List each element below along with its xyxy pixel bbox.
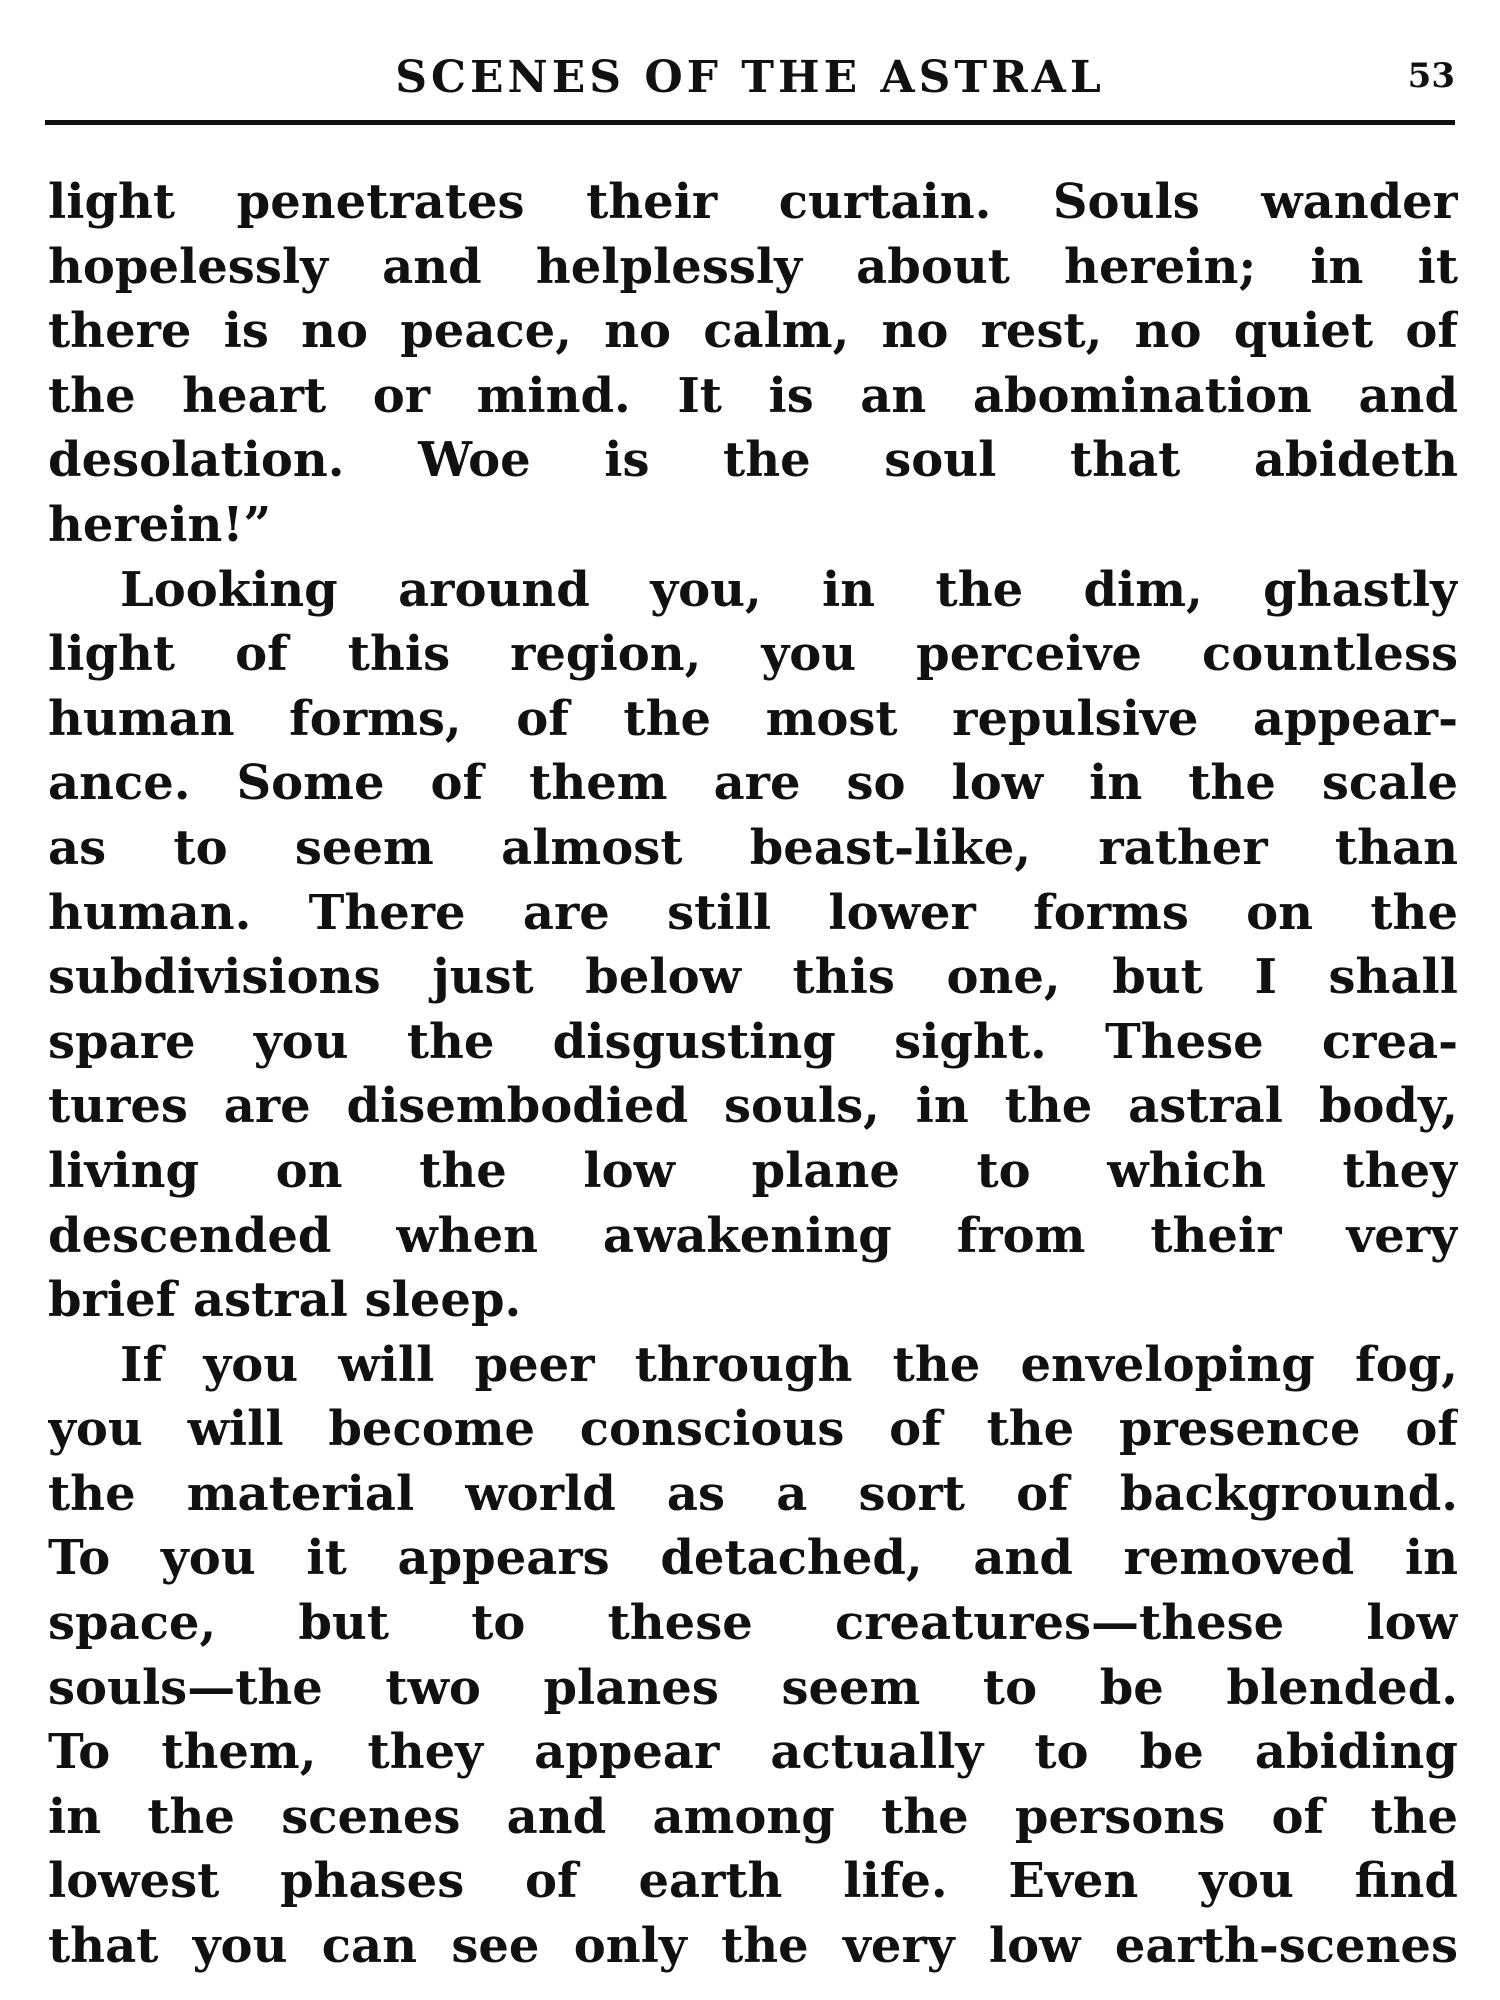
text-line: ance. Some of them are so low in the scale	[48, 755, 1458, 812]
text-line: herein!”	[48, 496, 272, 553]
text-line: human. There are still lower forms on the	[48, 884, 1458, 941]
text-line: descended when awakening from their very	[48, 1207, 1458, 1264]
text-line: human forms, of the most repulsive appear-	[48, 690, 1458, 747]
text-line: spare you the disgusting sight. These crea-	[48, 1013, 1458, 1070]
page-number: 53	[1407, 56, 1455, 96]
text-line: hopelessly and helplessly about herein; in it	[48, 238, 1458, 295]
body-text	[48, 170, 1458, 1979]
text-line: living on the low plane to which they	[48, 1142, 1458, 1199]
text-line: as to seem almost beast-like, rather than	[48, 819, 1458, 876]
text-line: the heart or mind. It is an abomination and	[48, 367, 1458, 424]
text-line: Looking around you, in the dim, ghastly	[120, 561, 1458, 618]
header-rule	[45, 120, 1455, 125]
text-line: lowest phases of earth life. Even you find	[48, 1853, 1458, 1910]
text-line: space, but to these creatures—these low	[48, 1595, 1458, 1652]
text-line: in the scenes and among the persons of the	[48, 1788, 1458, 1845]
text-line: subdivisions just below this one, but I shall	[48, 949, 1458, 1006]
text-line: light of this region, you perceive countless	[48, 626, 1458, 683]
text-line: To you it appears detached, and removed in	[48, 1530, 1458, 1587]
text-line: the material world as a sort of background.	[48, 1465, 1458, 1522]
paragraph	[48, 1333, 1458, 1979]
text-line: there is no peace, no calm, no rest, no quiet of	[48, 303, 1458, 360]
paragraph	[48, 170, 1458, 558]
page-header	[45, 48, 1455, 118]
text-line: light penetrates their curtain. Souls wander	[48, 174, 1458, 230]
text-line: tures are disembodied souls, in the astral body,	[48, 1078, 1458, 1135]
running-head: SCENES OF THE ASTRAL	[395, 52, 1105, 103]
paragraph	[48, 558, 1458, 1333]
text-line: To them, they appear actually to be abiding	[48, 1724, 1458, 1781]
text-line: you will become conscious of the presence of	[48, 1401, 1458, 1458]
text-line: brief astral sleep.	[48, 1272, 522, 1329]
text-line: that you can see only the very low earth-scenes	[48, 1918, 1458, 1975]
text-line: desolation. Woe is the soul that abideth	[48, 432, 1458, 489]
text-line: souls—the two planes seem to be blended.	[48, 1659, 1458, 1716]
text-line: If you will peer through the enveloping fog,	[120, 1336, 1458, 1393]
